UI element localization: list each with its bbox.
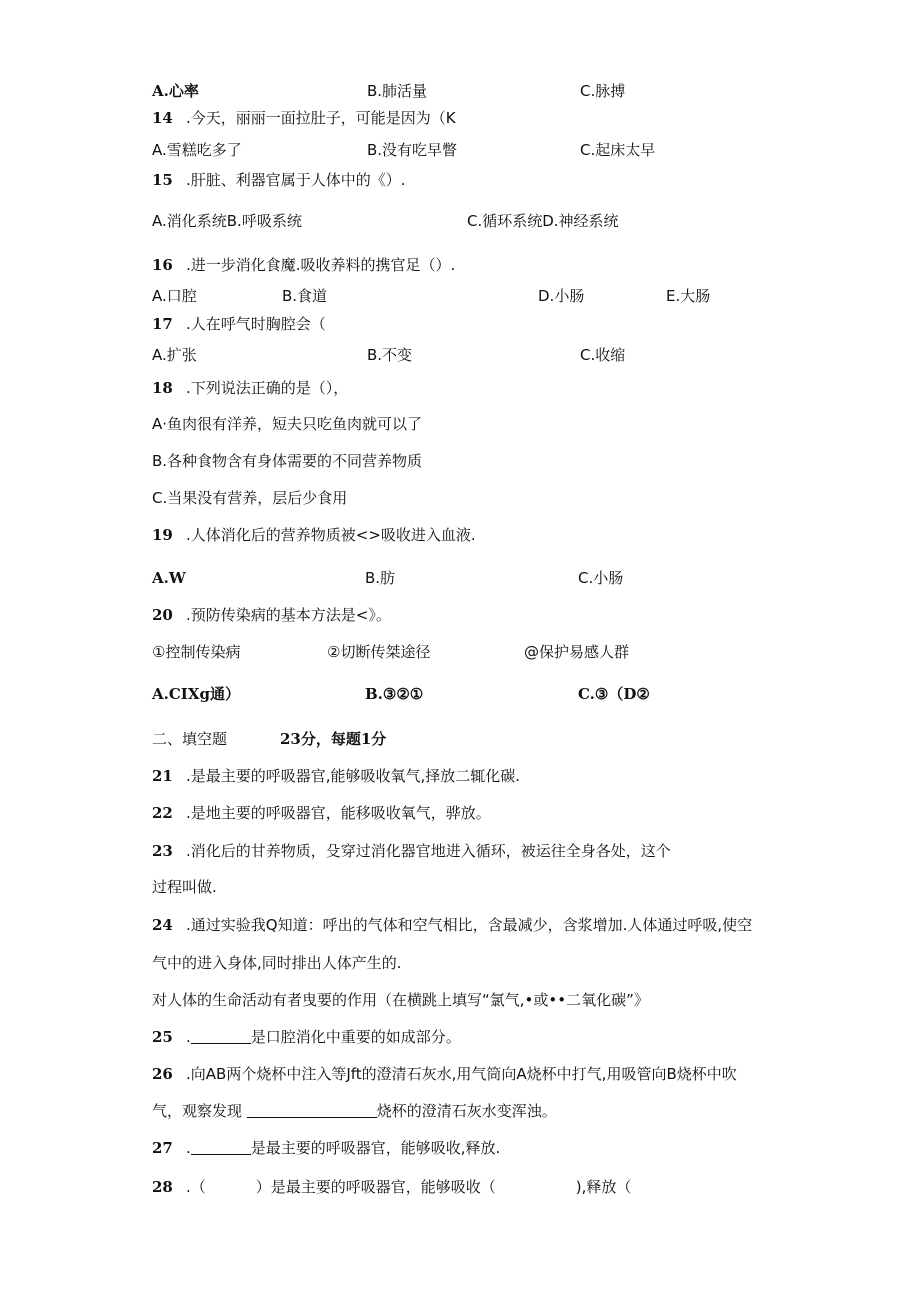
question-14: 14 .今天，丽丽一面拉肚子，可能是因为（K bbox=[152, 109, 456, 127]
question-28: 28 .（ ）是最主要的呼吸器官，能够吸收（ ),释放（ bbox=[152, 1178, 632, 1196]
q20-option-c: C.③（D② bbox=[578, 685, 650, 703]
q15-option-ab: A.消化系统B.呼吸系统 bbox=[152, 212, 302, 230]
q13-option-b: B.肺活量 bbox=[367, 82, 428, 100]
q16-option-e: E.大肠 bbox=[666, 287, 711, 305]
q14-option-b: B.没有吃早瞥 bbox=[367, 141, 458, 159]
q18-option-a: A·鱼肉很有洋养，短夫只吃鱼肉就可以了 bbox=[152, 415, 423, 433]
q20-item-1: ①控制传染病 bbox=[152, 643, 241, 661]
question-19: 19 .人体消化后的营养物质被<>吸收进入血液. bbox=[152, 526, 476, 544]
question-18: 18 .下列说法正确的是（）， bbox=[152, 379, 349, 397]
question-22: 22 .是地主要的呼吸器官，能移吸收氧气，骅放。 bbox=[152, 804, 491, 822]
question-16: 16 .进一步消化食魔.吸收养料的携官足（）. bbox=[152, 256, 456, 274]
question-24: 24 .通过实验我Q知道：呼出的气体和空气相比，含最减少，含浆增加.人体通过呼吸,使空 bbox=[152, 916, 753, 934]
question-20: 20 .预防传染病的基本方法是<》。 bbox=[152, 606, 391, 624]
q17-option-a: A.扩张 bbox=[152, 346, 197, 364]
q19-option-c: C.小肠 bbox=[578, 569, 624, 587]
question-25: 25 . 是口腔消化中重要的如成部分。 bbox=[152, 1028, 461, 1046]
answer-blank[interactable] bbox=[247, 1103, 377, 1118]
question-23-cont: 过程叫做. bbox=[152, 878, 217, 896]
q19-option-a: A.W bbox=[152, 569, 186, 587]
q16-option-b: B.食道 bbox=[282, 287, 328, 305]
q16-option-d: D.小肠 bbox=[538, 287, 585, 305]
q15-option-cd: C.循环系统D.神经系统 bbox=[467, 212, 619, 230]
question-15: 15 .肝脏、利器官属于人体中的《）. bbox=[152, 171, 406, 189]
q20-option-a: A.CIXg通） bbox=[152, 685, 240, 703]
q18-option-c: C.当果没有营养，层后少食用 bbox=[152, 489, 348, 507]
q19-option-b: B.肪 bbox=[365, 569, 396, 587]
q17-option-c: C.收缩 bbox=[580, 346, 626, 364]
q16-option-a: A.口腔 bbox=[152, 287, 197, 305]
section-2-heading: 二、填空题 bbox=[152, 730, 228, 748]
question-24-note: 对人体的生命活动有者曳要的作用（在横跳上填写“氯气,•或••二氧化碳”》 bbox=[152, 991, 649, 1009]
q20-item-2: ②切断传桀途径 bbox=[327, 643, 431, 661]
answer-blank[interactable] bbox=[191, 1029, 251, 1044]
q14-option-c: C.起床太早 bbox=[580, 141, 656, 159]
question-24-cont: 气中的进入身体,同时排出人体产生的. bbox=[152, 954, 402, 972]
question-26: 26 .向AB两个烧杯中注入等Jft的澄清石灰水,用气筒向A烧杯中打气,用吸管向B烧杯中吹 bbox=[152, 1065, 737, 1083]
q14-option-a: A.雪糕吃多了 bbox=[152, 141, 242, 159]
q18-option-b: B.各种食物含有身体需要的不同营养物质 bbox=[152, 452, 423, 470]
question-23: 23 .消化后的甘养物质，殳穿过消化器官地进入循环，被运往全身各处，这个 bbox=[152, 842, 671, 860]
question-27: 27 . 是最主要的呼吸器官，能够吸收,释放. bbox=[152, 1139, 501, 1157]
section-2-score: 23分，每题1分 bbox=[280, 730, 387, 748]
q20-option-b: B.③②① bbox=[365, 685, 424, 703]
q13-option-c: C.脉搏 bbox=[580, 82, 626, 100]
question-17: 17 .人在呼气时胸腔会（ bbox=[152, 315, 326, 333]
q20-item-3: @保护易感人群 bbox=[524, 643, 630, 661]
q17-option-b: B.不变 bbox=[367, 346, 413, 364]
q13-option-a: A.心率 bbox=[152, 82, 199, 100]
question-21: 21 .是最主要的呼吸器官,能够吸收氧气,择放二辄化碳. bbox=[152, 767, 521, 785]
question-26-cont: 气，观察发现 烧杯的澄清石灰水变浑浊。 bbox=[152, 1102, 557, 1120]
answer-blank[interactable] bbox=[191, 1140, 251, 1155]
